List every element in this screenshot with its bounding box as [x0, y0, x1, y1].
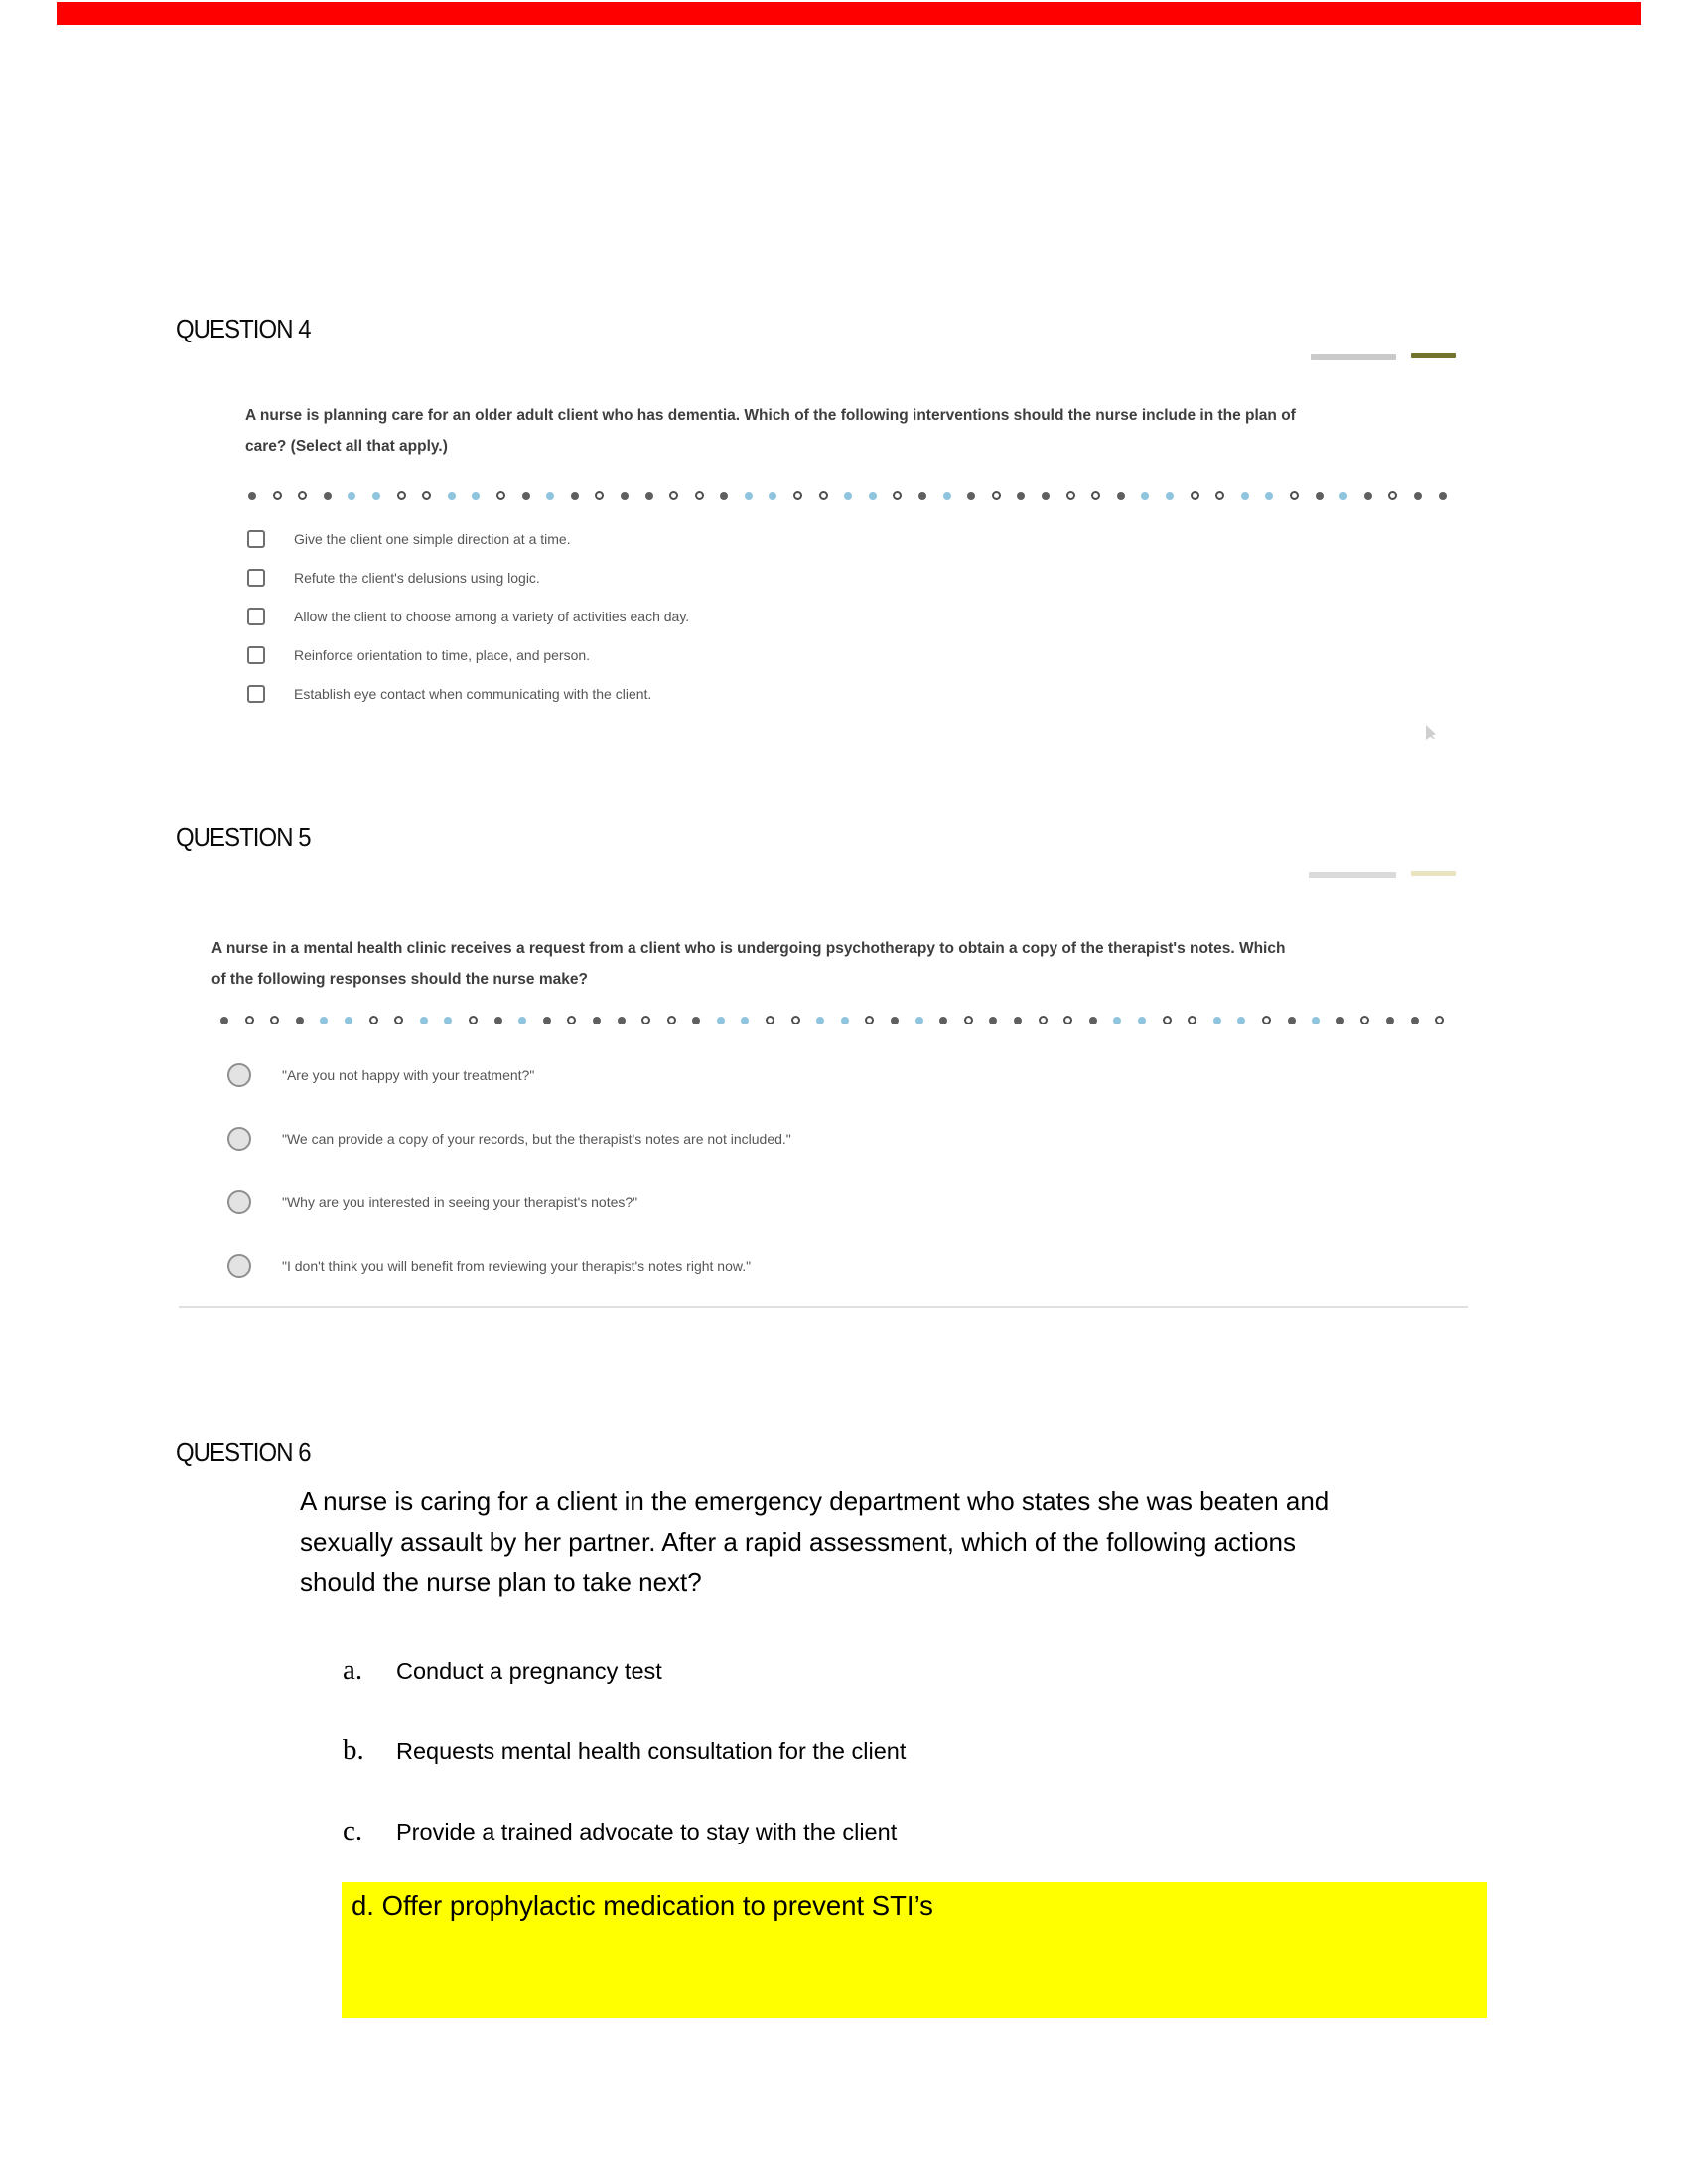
separator-dot [1141, 492, 1149, 500]
separator-dot [989, 1017, 997, 1024]
checkbox-icon[interactable] [247, 685, 265, 703]
radio-icon[interactable] [227, 1254, 251, 1278]
question-4-prompt [245, 400, 1296, 462]
separator-dot [1138, 1017, 1146, 1024]
separator-dot [717, 1017, 725, 1024]
question-prompt-line: A nurse in a mental health clinic receives a request from a client who is undergoing psychotherapy to obtain a copy of the therapist's notes. Which [211, 940, 1286, 957]
separator-dot [248, 492, 256, 500]
separator-dot [766, 1016, 774, 1024]
checkbox-option-row[interactable] [247, 607, 689, 626]
checkbox-icon[interactable] [247, 569, 265, 587]
separator-dot [1388, 491, 1397, 500]
separator-dot [692, 1017, 700, 1024]
separator-dot [1364, 492, 1372, 500]
separator-dot [397, 491, 406, 500]
dotted-separator [248, 491, 1447, 500]
separator-dot [964, 1016, 973, 1024]
checkbox-option-row[interactable] [247, 529, 689, 549]
separator-dot [793, 491, 802, 500]
separator-dot [273, 491, 282, 500]
option-label[interactable]: "Are you not happy with your treatment?" [282, 1067, 535, 1083]
separator-dot [667, 1016, 676, 1024]
question-prompt-line: sexually assault by her partner. After a rapid assessment, which of the following actions [300, 1527, 1296, 1557]
separator-dot [745, 492, 753, 500]
separator-dot [1262, 1016, 1271, 1024]
radio-icon[interactable] [227, 1063, 251, 1087]
question-4-options [247, 529, 689, 704]
separator-dot [1439, 492, 1447, 500]
mc-option-text: Requests mental health consultation for the client [396, 1738, 907, 1764]
separator-dot [645, 492, 653, 500]
separator-dot [1039, 1016, 1048, 1024]
separator-dot [567, 1016, 576, 1024]
separator-dot [543, 1017, 551, 1024]
question-prompt-line: A nurse is caring for a client in the emergency department who states she was beaten and [300, 1486, 1330, 1516]
separator-dot [641, 1016, 650, 1024]
option-label[interactable]: "I don't think you will benefit from reviewing your therapist's notes right now." [282, 1258, 752, 1274]
mc-option-text: Conduct a pregnancy test [396, 1658, 662, 1684]
mc-option-row [343, 1734, 906, 1776]
separator-dot [571, 492, 579, 500]
mc-option-letter: a. [343, 1654, 363, 1686]
separator-dot [1089, 1017, 1097, 1024]
separator-dot [1213, 1017, 1221, 1024]
separator-dot [522, 492, 530, 500]
separator-dot [345, 1017, 352, 1024]
option-label[interactable]: Give the client one simple direction at a time. [294, 531, 571, 547]
separator-dot [720, 492, 728, 500]
separator-dot [816, 1017, 824, 1024]
separator-dot [741, 1017, 749, 1024]
separator-dot [1241, 492, 1249, 500]
separator-dot [1386, 1017, 1394, 1024]
separator-dot [422, 491, 431, 500]
separator-dot [1117, 492, 1125, 500]
separator-dot [1113, 1017, 1121, 1024]
separator-dot [394, 1016, 403, 1024]
separator-dot [841, 1017, 849, 1024]
separator-dot [320, 1017, 328, 1024]
mc-option-text: Provide a trained advocate to stay with the client [396, 1819, 898, 1844]
separator-dot [1014, 1017, 1022, 1024]
mouse-cursor-icon [1426, 725, 1437, 740]
question-6-heading: QUESTION 6 [176, 1437, 311, 1467]
question-prompt-line: A nurse is planning care for an older adult client who has dementia. Which of the following interventions should the nurse include in the plan of [245, 407, 1296, 424]
separator-dot [1414, 492, 1422, 500]
question-prompt-line: care? (Select all that apply.) [245, 438, 448, 455]
mc-option-letter: b. [343, 1734, 364, 1766]
question-6-prompt [300, 1481, 1329, 1603]
redaction-dash-pale [1411, 871, 1456, 876]
separator-dot [1188, 1016, 1196, 1024]
separator-dot [448, 492, 456, 500]
checkbox-icon[interactable] [247, 530, 265, 548]
redaction-dash-olive [1411, 353, 1456, 358]
separator-dot [618, 1017, 626, 1024]
mc-option-row [343, 1815, 906, 1856]
separator-dot [1066, 491, 1075, 500]
answer-text: d. Offer prophylactic medication to prevent STI’s [352, 1890, 933, 1921]
checkbox-option-row[interactable] [247, 568, 689, 588]
separator-dot [593, 1017, 601, 1024]
separator-dot [469, 1016, 478, 1024]
checkbox-option-row[interactable] [247, 645, 689, 665]
separator-dot [1411, 1017, 1419, 1024]
radio-icon[interactable] [227, 1190, 251, 1214]
separator-dot [1017, 492, 1025, 500]
separator-dot [967, 492, 975, 500]
separator-dot [420, 1017, 428, 1024]
question-5-options [227, 1062, 791, 1279]
separator-dot [915, 1017, 923, 1024]
separator-dot [220, 1017, 228, 1024]
separator-dot [1042, 492, 1050, 500]
separator-dot [245, 1016, 254, 1024]
option-label[interactable]: "Why are you interested in seeing your therapist's notes?" [282, 1194, 638, 1210]
separator-dot [844, 492, 852, 500]
separator-dot [1163, 1016, 1172, 1024]
separator-dot [348, 492, 355, 500]
separator-dot [369, 1016, 378, 1024]
highlighted-answer [342, 1882, 1487, 2018]
separator-dot [918, 492, 926, 500]
separator-dot [791, 1016, 800, 1024]
option-label[interactable]: Refute the client's delusions using logic. [294, 570, 540, 586]
option-label[interactable]: "We can provide a copy of your records, but the therapist's notes are not included." [282, 1131, 791, 1147]
separator-dot [1435, 1016, 1444, 1024]
separator-dot [1360, 1016, 1369, 1024]
separator-dot [891, 1017, 899, 1024]
separator-dot [372, 492, 380, 500]
separator-dot [695, 491, 704, 500]
separator-dot [1091, 491, 1100, 500]
separator-dot [1316, 492, 1324, 500]
separator-dot [1166, 492, 1174, 500]
separator-dot [1063, 1016, 1072, 1024]
question-prompt-line: should the nurse plan to take next? [300, 1568, 702, 1597]
separator-dot [444, 1017, 452, 1024]
radio-option-row[interactable] [227, 1062, 791, 1088]
red-top-bar [57, 2, 1641, 25]
option-label[interactable]: Allow the client to choose among a variety of activities each day. [294, 609, 690, 624]
separator-dot [324, 492, 332, 500]
separator-dot [1339, 492, 1347, 500]
separator-dot [296, 1017, 304, 1024]
separator-dot [518, 1017, 526, 1024]
question-5-heading: QUESTION 5 [176, 822, 311, 852]
separator-dot [939, 1017, 947, 1024]
checkbox-option-row[interactable] [247, 684, 689, 704]
separator-dot [819, 491, 828, 500]
redaction-dash-gray [1311, 354, 1396, 360]
separator-dot [992, 491, 1001, 500]
separator-dot [943, 492, 951, 500]
separator-dot [595, 491, 604, 500]
separator-dot [494, 1017, 502, 1024]
separator-dot [472, 492, 480, 500]
separator-dot [769, 492, 776, 500]
redaction-dash-gray [1309, 872, 1396, 878]
radio-option-row[interactable] [227, 1189, 791, 1215]
separator-dot [669, 491, 678, 500]
option-label[interactable]: Reinforce orientation to time, place, and person. [294, 647, 591, 663]
section-divider [179, 1306, 1468, 1308]
radio-option-row[interactable] [227, 1126, 791, 1152]
separator-dot [893, 491, 902, 500]
separator-dot [1237, 1017, 1245, 1024]
separator-dot [298, 491, 307, 500]
separator-dot [270, 1016, 279, 1024]
separator-dot [1265, 492, 1273, 500]
separator-dot [1191, 491, 1199, 500]
question-4-heading: QUESTION 4 [176, 314, 311, 343]
separator-dot [1215, 491, 1224, 500]
option-label[interactable]: Establish eye contact when communicating with the client. [294, 686, 652, 702]
separator-dot [546, 492, 554, 500]
separator-dot [1288, 1017, 1296, 1024]
checkbox-icon[interactable] [247, 608, 265, 625]
radio-option-row[interactable] [227, 1253, 791, 1279]
checkbox-icon[interactable] [247, 646, 265, 664]
separator-dot [865, 1016, 874, 1024]
radio-icon[interactable] [227, 1127, 251, 1151]
separator-dot [1290, 491, 1299, 500]
dotted-separator [220, 1016, 1444, 1024]
mc-option-letter: c. [343, 1815, 363, 1846]
question-prompt-line: of the following responses should the nurse make? [211, 971, 588, 988]
separator-dot [1312, 1017, 1320, 1024]
separator-dot [496, 491, 505, 500]
separator-dot [621, 492, 629, 500]
mc-option-row [343, 1654, 906, 1696]
question-6-options [343, 1654, 906, 1856]
separator-dot [1336, 1017, 1344, 1024]
separator-dot [869, 492, 877, 500]
question-5-prompt [211, 933, 1285, 995]
